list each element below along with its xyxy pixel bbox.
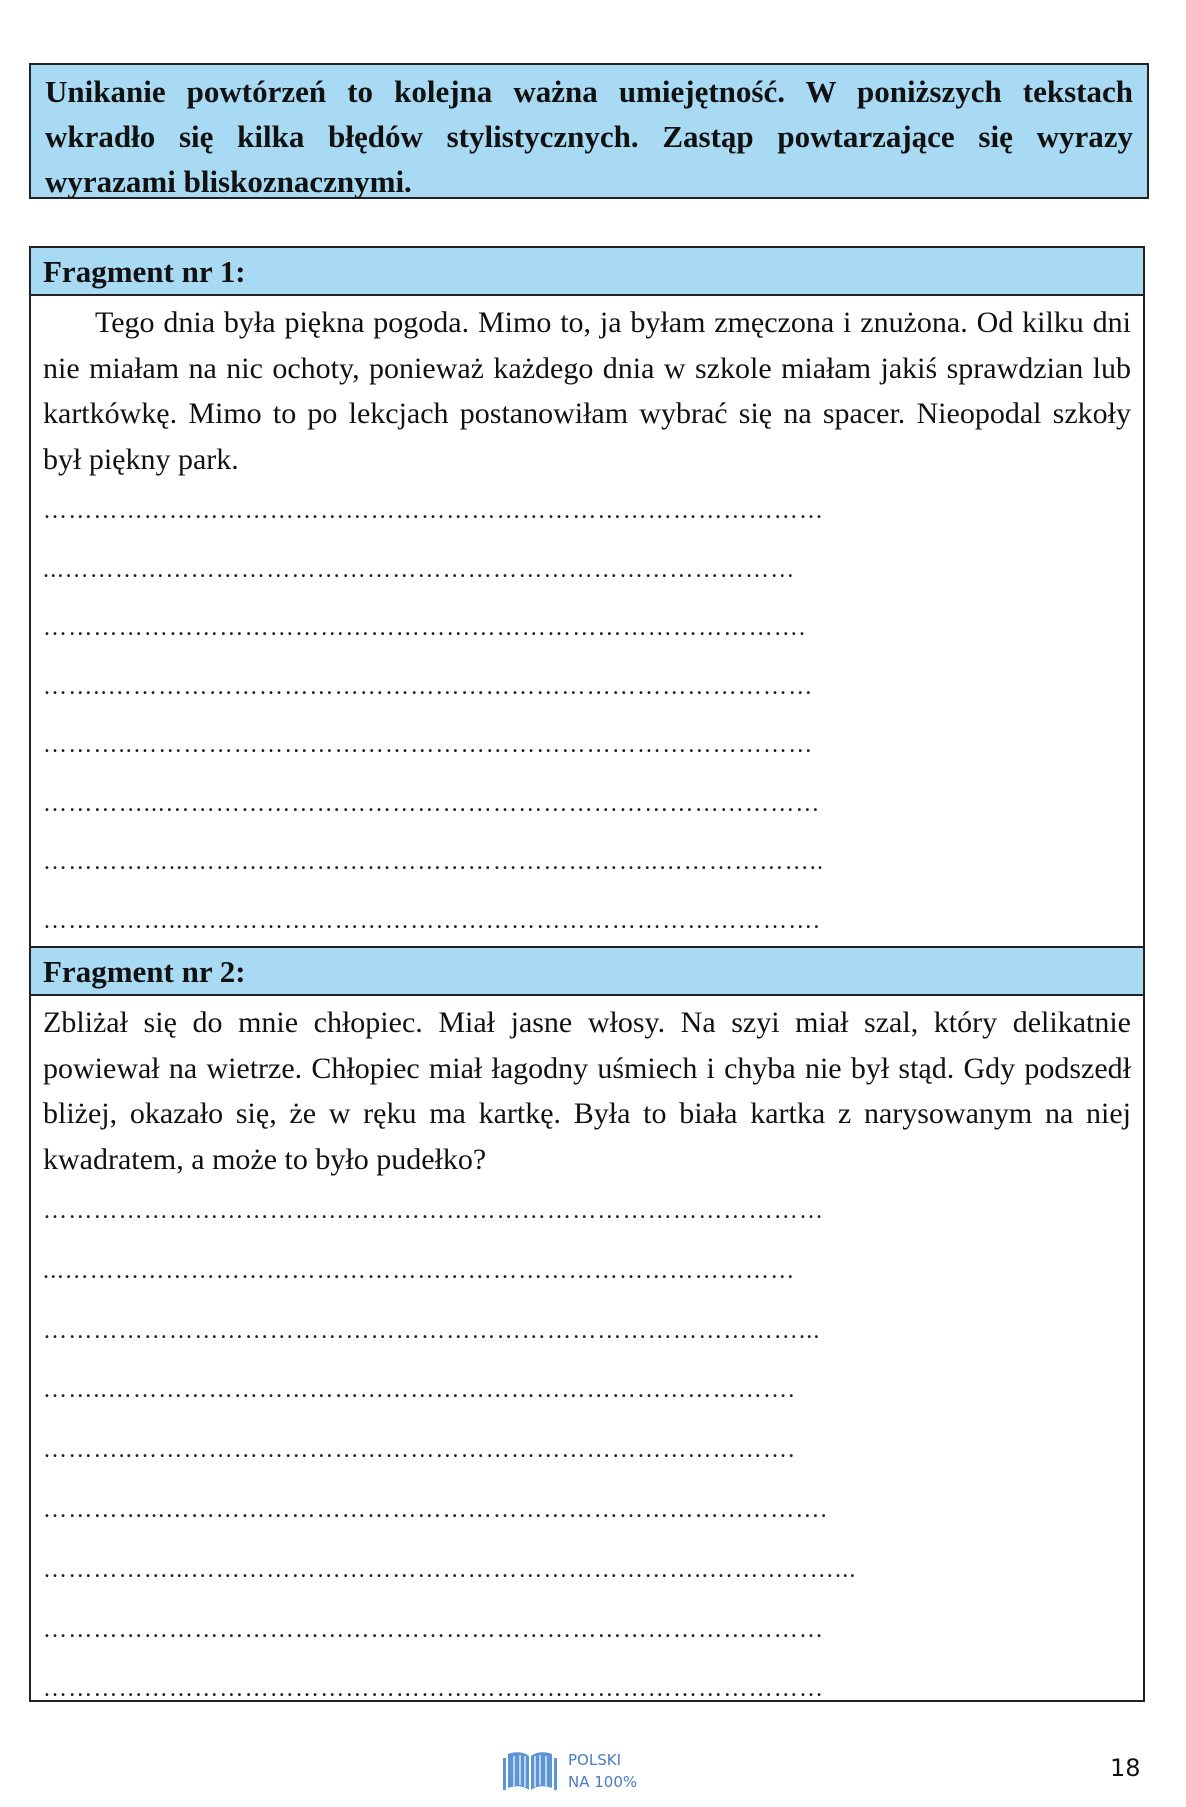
answer-line[interactable]: ……..……………………………………………………………………….	[43, 1377, 796, 1404]
answer-line[interactable]: …………………………………………………………………………………	[43, 1676, 825, 1703]
logo-line-1: POLSKI	[568, 1751, 621, 1769]
answer-line[interactable]: …………………………………………………………………………………	[43, 498, 825, 524]
answer-line[interactable]: ……………...………………………………………………..………………..	[43, 849, 825, 875]
logo-line-2: NA 100%	[568, 1773, 638, 1791]
answer-line[interactable]: ………………………………………………………………………………...	[43, 1317, 821, 1344]
fragment-1-title: Fragment nr 1:	[31, 248, 1143, 296]
answer-line[interactable]: ……..…………………………………………………………………………	[43, 673, 814, 700]
page-number: 18	[1110, 1754, 1141, 1782]
fragment-2	[29, 946, 1145, 1702]
answer-line[interactable]: ……………………………………………………………………………….	[43, 615, 807, 641]
fragment-2-title: Fragment nr 2:	[31, 948, 1143, 996]
fragment-1-answer-lines[interactable]	[31, 482, 1143, 950]
instruction-box	[29, 63, 1149, 199]
answer-line[interactable]: …………...……………………………………………………………………	[43, 790, 821, 817]
fragment-2-answer-lines[interactable]	[31, 1182, 1143, 1720]
answer-line[interactable]: …………………………………………………………………………………	[43, 1616, 825, 1643]
fragment-1	[29, 246, 1145, 946]
answer-line[interactable]: ...……………………………………………………………………………	[43, 556, 796, 583]
logo-text	[568, 1749, 637, 1793]
fragment-2-text: Zbliżał się do mnie chłopiec. Miał jasne włosy. Na szyi miał szal, który delikatnie powiewał na wietrze. Chłopiec miał łagodny uśmiech i chyba nie był stąd. Gdy podszedł bliżej, okazało się, że w ręku ma kartkę. Była to biała kartka z narysowanym na niej kwadratem, a może to było pudełko?	[43, 1006, 1131, 1176]
answer-line[interactable]: …………...…………………………………………………………………….	[43, 1496, 828, 1523]
open-book-icon	[502, 1748, 558, 1794]
answer-line[interactable]: ……………..………………………………………………………………….	[43, 907, 821, 934]
instruction-text: Unikanie powtórzeń to kolejna ważna umiejętność. W poniższych tekstach wkradło się kilka błędów stylistycznych. Zastąp powtarzające się wyrazy wyrazami bliskoznacznymi.	[45, 74, 1133, 199]
answer-line[interactable]: …………………………………………………………………………………	[43, 1198, 825, 1224]
answer-line[interactable]: ………..…………………………………………………………………….	[43, 1437, 796, 1464]
polski-na-100-logo	[502, 1748, 637, 1794]
answer-line[interactable]: ………..………………………………………………………………………	[43, 732, 814, 758]
answer-line[interactable]: ……………...……………………………………………………..……………...	[43, 1556, 857, 1583]
fragment-1-text: Tego dnia była piękna pogoda. Mimo to, ja byłam zmęczona i znużona. Od kilku dni nie miałam na nic ochoty, ponieważ każdego dnia w szkole miałam jakiś sprawdzian lub kartkówkę. Mimo to po lekcjach postanowiłam wybrać się na spacer. Nieopodal szkoły był piękny park.	[43, 306, 1131, 476]
answer-line[interactable]: ...……………………………………………………………………………	[43, 1257, 796, 1284]
